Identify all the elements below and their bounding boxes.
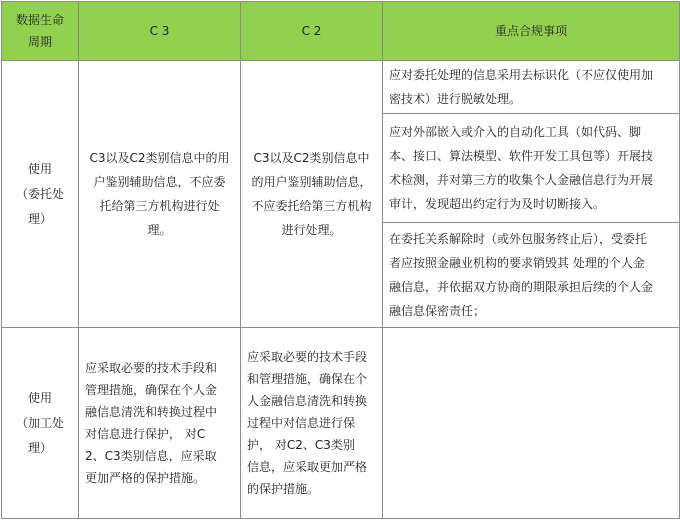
entrust-req-3-line: 在委托关系解除时（或外包服务终止后），受委托 xyxy=(389,232,648,246)
stage-entrust-line2: （委托处 xyxy=(15,186,64,201)
entrust-req-1-line: 密技术）进行脱敏处理。 xyxy=(389,92,522,106)
entrust-req-2-line: 审计，发现超出约定行为及时切断接入。 xyxy=(389,197,606,211)
entrust-req-3-line: 融信息保密责任； xyxy=(389,304,486,318)
entrust-c2-line: 不应委托给第三方机构 xyxy=(251,199,372,213)
stage-processing-line2: （加工处 xyxy=(15,415,64,430)
entrust-req-2 xyxy=(383,114,680,223)
processing-c3-line: 2、C3类别信息，应采取 xyxy=(85,449,217,463)
entrust-req-2-line: 应对外部嵌入或介入的自动化工具（如代码、脚 xyxy=(389,125,642,139)
processing-c3-line: 应采取必要的技术手段和 xyxy=(85,361,218,375)
processing-c2-line: 护， 对C2、C3类别 xyxy=(247,438,355,452)
processing-c3-line: 对信息进行保护， 对C xyxy=(85,427,206,441)
header-compliance: 重点合规事项 xyxy=(383,2,680,61)
entrust-c3-line: 理。 xyxy=(147,223,172,237)
header-row xyxy=(2,2,680,61)
entrust-req-2-line: 术检测，并对第三方的收集个人金融信息行为开展 xyxy=(389,173,654,187)
stage-processing xyxy=(2,328,79,519)
entrust-row-1 xyxy=(2,61,680,114)
header-c2: C 2 xyxy=(241,2,383,61)
processing-c2-line: 过程中对信息进行保 xyxy=(247,416,356,430)
processing-c2-line: 信息，应采取更加严格 xyxy=(247,460,368,474)
header-lifecycle-line1: 数据生命 xyxy=(15,13,64,27)
entrust-req-1-line: 应对委托处理的信息采用去标识化（不应仅使用加 xyxy=(389,68,654,82)
processing-c2-cell xyxy=(241,328,383,519)
header-lifecycle-line2: 周期 xyxy=(27,35,52,49)
stage-entrust-line3: 理） xyxy=(27,211,52,226)
entrust-c2-line: 进行处理。 xyxy=(281,223,342,237)
processing-row xyxy=(2,328,680,519)
processing-c3-line: 管理措施，确保在个人金 xyxy=(85,383,218,397)
entrust-req-3-line: 者应按照金融业机构的要求销毁其 处理的个人金 xyxy=(389,256,645,270)
processing-c2-line: 人金融信息清洗和转换 xyxy=(247,394,368,408)
entrust-c3-line: C3以及C2类别信息中的用 xyxy=(89,151,230,165)
processing-c3-line: 融信息清洗和转换过程中 xyxy=(85,405,218,419)
stage-processing-line3: 理） xyxy=(27,440,52,455)
entrust-c3-line: 托给第三方机构进行处 xyxy=(99,199,220,213)
header-c3: C 3 xyxy=(79,2,241,61)
entrust-req-2-line: 本、接口、算法模型、软件开发工具包等）开展技 xyxy=(389,149,654,163)
compliance-table xyxy=(1,1,680,519)
entrust-req-3-line: 融信息，并依据双方协商的期限承担后续的个人金 xyxy=(389,280,654,294)
entrust-c3-line: 户鉴别辅助信息，不应委 xyxy=(93,175,226,189)
processing-c2-line: 和管理措施，确保在个 xyxy=(247,372,368,386)
stage-entrust xyxy=(2,61,79,328)
stage-processing-line1: 使用 xyxy=(27,390,52,405)
entrust-c2-line: C3以及C2类别信息中 xyxy=(253,151,370,165)
entrust-req-3 xyxy=(383,223,680,328)
processing-req-cell xyxy=(383,328,680,519)
entrust-req-1 xyxy=(383,61,680,114)
entrust-c2-cell xyxy=(241,61,383,328)
processing-c2-line: 的保护措施。 xyxy=(247,482,320,496)
entrust-c3-cell xyxy=(79,61,241,328)
processing-c3-line: 更加严格的保护措施。 xyxy=(85,471,206,485)
header-lifecycle xyxy=(2,2,79,61)
processing-c2-line: 应采取必要的技术手段 xyxy=(247,350,368,364)
stage-entrust-line1: 使用 xyxy=(27,161,52,176)
entrust-c2-line: 的用户鉴别辅助信息， xyxy=(251,175,372,189)
processing-c3-cell xyxy=(79,328,241,519)
